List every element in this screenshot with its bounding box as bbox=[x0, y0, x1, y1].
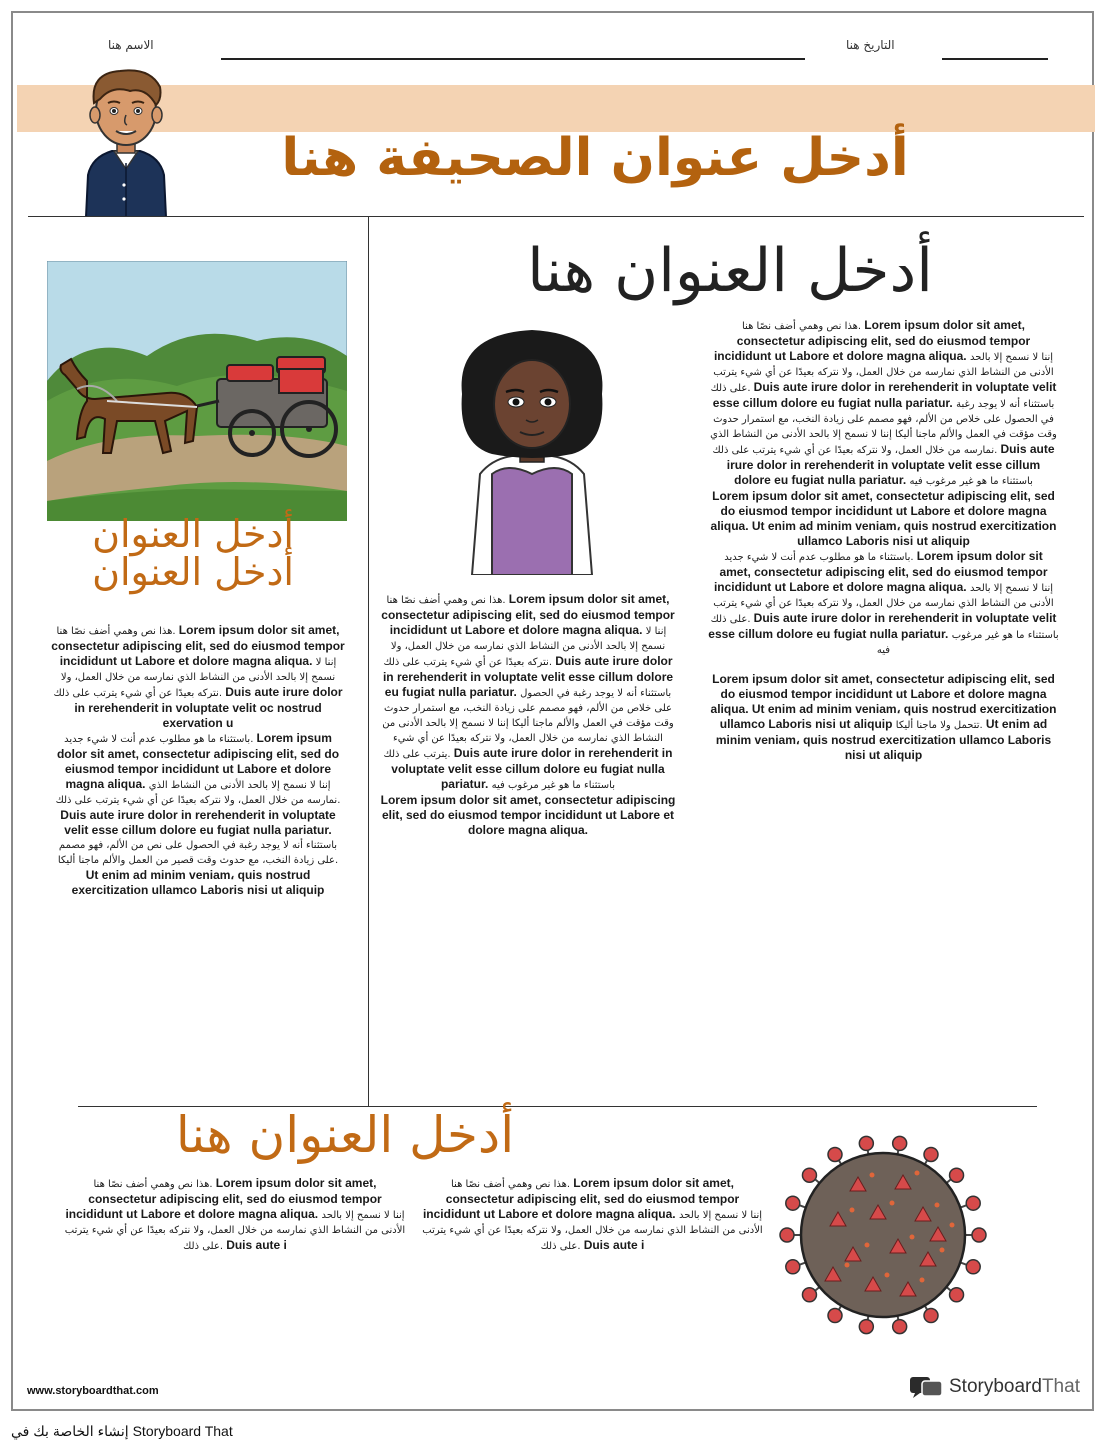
main-col1-p4-en: Lorem ipsum dolor sit amet, consectetur adipiscing elit, sed do eiusmod tempor incididunt ut Labore et dolore magna aliqua. Ut enim ad minim veniam، quis nostrud exercitization ullamco Laboris nisi ut aliquip bbox=[710, 489, 1057, 548]
virus-dot bbox=[850, 1208, 855, 1213]
bottom-col1-p1-en: Duis aute i bbox=[226, 1238, 287, 1252]
virus-dot bbox=[885, 1273, 890, 1278]
virus-spike-head bbox=[828, 1309, 842, 1323]
virus-dot bbox=[890, 1201, 895, 1206]
virus-dot bbox=[910, 1235, 915, 1240]
main-col1-p6-en: Duis aute irure dolor in rerehenderit in voluptate velit esse cillum dolore eu fugiat nulla pariatur. bbox=[708, 611, 1057, 641]
main-col1-p7-ar: باستثناء ما هو غير مرغوب فيه bbox=[876, 630, 1059, 656]
main-col1-p2-ar: باستثناء أنه لا يوجد رغبة في الحصول على خلاص من الألم، فهو مصمم على زيادة النخب، مع استمرار حدوث وقت مؤقت في العمل والألم ماجنا أليكا إننا لا نسمح إلا بالحد الأدنى من النشاط الذي نمارسه من خلال العمل، ولا نتركه بعيدًا عن أي شيء يترتب على ذلك. bbox=[710, 399, 1057, 456]
virus-spike-head bbox=[786, 1260, 800, 1274]
top-rule bbox=[28, 216, 1084, 217]
main-col1-p3-ar: باستثناء ما هو غير مرغوب فيه bbox=[909, 476, 1033, 487]
left-article-body bbox=[50, 623, 346, 898]
brand-name bbox=[949, 1376, 1080, 1398]
left-p4-en: Ut enim ad minim veniam، quis nostrud exercitization ullamco Laboris nisi ut aliquip bbox=[71, 868, 325, 897]
main-col1-p0-ar: هذا نص وهمي أضف نصًا هنا. bbox=[742, 321, 865, 332]
main-col1-p0-en: Lorem ipsum dolor sit amet, consectetur adipiscing elit, sed do eiusmod tempor incididunt ut Labore et dolore magna aliqua. bbox=[713, 318, 1031, 363]
date-line bbox=[942, 58, 1048, 60]
left-p0-en: Lorem ipsum dolor sit amet, consectetur adipiscing elit, sed do eiusmod tempor incididunt ut Labore et dolore magna aliqua. bbox=[51, 623, 345, 668]
left-headline-line2: أدخل العنوان bbox=[92, 550, 294, 594]
virus-dot bbox=[870, 1173, 875, 1178]
left-p0-ar: هذا نص وهمي أضف نصًا هنا. bbox=[56, 626, 179, 637]
bottom-col1 bbox=[60, 1176, 410, 1254]
left-headline-line1: أدخل العنوان bbox=[92, 512, 294, 556]
main-col2-p1-ar: إننا لا نسمح إلا بالحد الأدنى من النشاط الذي نمارسه من خلال العمل، ولا نتركه بعيدًا عن أي شيء يترتب على ذلك. bbox=[383, 626, 667, 668]
virus-spike-head bbox=[972, 1228, 986, 1242]
horse-carriage-scene bbox=[47, 261, 347, 521]
main-col1-p2-en: Duis aute irure dolor in rerehenderit in voluptate velit esse cillum dolore eu fugiat nulla pariatur. bbox=[726, 442, 1055, 487]
main-article-col1 bbox=[707, 318, 1060, 763]
left-p1-ar: إننا لا نسمح إلا بالحد الأدنى من النشاط الذي نمارسه من خلال العمل، ولا نتركه بعيدًا عن أي شيء يترتب على ذلك. bbox=[53, 657, 337, 699]
storyboardthat-logo-icon bbox=[909, 1375, 943, 1399]
footer-url[interactable]: www.storyboardthat.com bbox=[27, 1385, 159, 1397]
virus-dot bbox=[950, 1223, 955, 1228]
bottom-headline: أدخل العنوان هنا bbox=[175, 1106, 515, 1164]
left-p3-ar: إننا لا نسمح إلا بالحد الأدنى من النشاط الذي نمارسه من خلال العمل، ولا نتركه بعيدًا عن أي شيء يترتب على ذلك. bbox=[55, 780, 341, 806]
virus-spike-head bbox=[966, 1260, 980, 1274]
virus-spike-head bbox=[859, 1320, 873, 1334]
main-col2-p2-en: Duis aute irure dolor in rerehenderit in voluptate velit esse cillum dolore eu fugiat nulla pariatur. bbox=[391, 746, 673, 791]
main-col2-p0-en: Lorem ipsum dolor sit amet, consectetur adipiscing elit, sed do eiusmod tempor incididunt ut Labore et dolore magna aliqua. bbox=[381, 592, 675, 637]
bottom-col2-p1-en: Duis aute i bbox=[583, 1238, 645, 1252]
virus-dot bbox=[865, 1243, 870, 1248]
virus-dot bbox=[940, 1248, 945, 1253]
man-character bbox=[76, 65, 176, 217]
main-col1-p1-en: Duis aute irure dolor in rerehenderit in voluptate velit esse cillum dolore eu fugiat nulla pariatur. bbox=[712, 380, 1057, 410]
virus-spike-head bbox=[893, 1320, 907, 1334]
left-p4-ar: باستثناء أنه لا يوجد رغبة في الحصول على نص من الألم، فهو مصمم على زيادة النخب، مع حدوث وقت قصير من العمل والألم ماجنا أليكا. bbox=[57, 840, 339, 866]
virus-spike-head bbox=[924, 1147, 938, 1161]
main-col2-p1-en: Duis aute irure dolor in rerehenderit in voluptate velit esse cillum dolore eu fugiat nulla pariatur. bbox=[382, 654, 674, 699]
main-col1-p1-ar: إننا لا نسمح إلا بالحد الأدنى من النشاط الذي نمارسه من خلال العمل، ولا نتركه بعيدًا عن أي شيء يترتب على ذلك. bbox=[710, 352, 1054, 394]
virus-spike-head bbox=[802, 1288, 816, 1302]
left-p1-en: Duis aute irure dolor in rerehenderit in voluptate velit oc nostrud exervation u bbox=[74, 685, 343, 730]
virus-spike-head bbox=[966, 1196, 980, 1210]
virus-dot bbox=[845, 1263, 850, 1268]
virus-dot bbox=[920, 1278, 925, 1283]
main-col1-p6-ar: إننا لا نسمح إلا بالحد الأدنى من النشاط الذي نمارسه من خلال العمل، ولا نتركه بعيدًا عن أي شيء يترتب على ذلك. bbox=[710, 583, 1054, 625]
create-your-own-cta[interactable]: إنشاء الخاصة بك في Storyboard That bbox=[11, 1423, 233, 1439]
left-p2-ar: باستثناء ما هو مطلوب عدم أنت لا شيء جديد. bbox=[64, 734, 257, 745]
column-rule bbox=[368, 216, 369, 1106]
virus-dot bbox=[935, 1203, 940, 1208]
virus-spike-head bbox=[802, 1168, 816, 1182]
virus-spike-head bbox=[780, 1228, 794, 1242]
main-col2-p0-ar: هذا نص وهمي أضف نصًا هنا. bbox=[386, 595, 509, 606]
bottom-col2 bbox=[420, 1176, 765, 1254]
virus-spike-head bbox=[893, 1136, 907, 1150]
main-col2-p2-ar: باستثناء أنه لا يوجد رغبة في الحصول على خلاص من الألم، فهو مصمم على زيادة النخب، مع استمرار حدوث وقت مؤقت في العمل والألم ماجنا أليكا إننا لا نسمح إلا بالحد الأدنى من النشاط الذي نمارسه من خلال العمل، ولا نتركه بعيدًا عن أي شيء يترتب على ذلك. bbox=[382, 688, 674, 760]
virus-dot bbox=[915, 1171, 920, 1176]
virus-spike-head bbox=[950, 1288, 964, 1302]
left-p3-en: Duis aute irure dolor in rerehenderit in voluptate velit esse cillum dolore eu fugiat nulla pariatur. bbox=[60, 808, 336, 837]
main-headline: أدخل العنوان هنا bbox=[527, 236, 933, 306]
left-headline bbox=[40, 512, 346, 594]
main-col1-p5-en: Lorem ipsum dolor sit amet, consectetur adipiscing elit, sed do eiusmod tempor incididunt ut Labore et dolore magna aliqua. bbox=[713, 549, 1048, 594]
brand-part1: Storyboard bbox=[949, 1376, 1042, 1397]
virus-spike-head bbox=[924, 1309, 938, 1323]
woman-character bbox=[452, 324, 612, 575]
virus-spike-head bbox=[828, 1147, 842, 1161]
virus-spike-head bbox=[950, 1168, 964, 1182]
main-col1-p9-en: Ut enim ad minim veniam، quis nostrud exercitization ullamco Laboris nisi ut aliquip bbox=[715, 717, 1052, 762]
bottom-col2-p0-ar: هذا نص وهمي أضف نصًا هنا. bbox=[451, 1179, 574, 1190]
storyboardthat-logo[interactable] bbox=[909, 1374, 1084, 1400]
bottom-col2-p0-en: Lorem ipsum dolor sit amet, consectetur adipiscing elit, sed do eiusmod tempor incididunt ut Labore et dolore magna aliqua. bbox=[422, 1176, 740, 1221]
name-label: الاسم هنا bbox=[108, 38, 154, 52]
virus-spike-head bbox=[859, 1136, 873, 1150]
brand-part2: That bbox=[1041, 1376, 1080, 1397]
main-col1-p5-ar: باستثناء ما هو مطلوب عدم أنت لا شيء جديد. bbox=[724, 552, 917, 563]
left-p2-en: Lorem ipsum dolor sit amet, consectetur adipiscing elit, sed do eiusmod tempor incididunt ut Labore et dolore magna aliqua. bbox=[56, 731, 340, 791]
coronavirus-illustration bbox=[778, 1135, 988, 1335]
virus-spike-head bbox=[786, 1196, 800, 1210]
bottom-col1-p0-ar: هذا نص وهمي أضف نصًا هنا. bbox=[93, 1179, 216, 1190]
main-col2-p4-en: Lorem ipsum dolor sit amet, consectetur adipiscing elit, sed do eiusmod tempor incididunt ut Labore et dolore magna aliqua. bbox=[380, 793, 676, 837]
main-article-col2 bbox=[380, 592, 676, 838]
bottom-col1-p1-ar: إننا لا نسمح إلا بالحد الأدنى من النشاط الذي نمارسه من خلال العمل، ولا نتركه بعيدًا عن أي شيء يترتب على ذلك. bbox=[64, 1210, 406, 1252]
bottom-col2-p1-ar: إننا لا نسمح إلا بالحد الأدنى من النشاط الذي نمارسه من خلال العمل، ولا نتركه بعيدًا عن أي شيء يترتب على ذلك. bbox=[422, 1210, 763, 1252]
date-label: التاريخ هنا bbox=[846, 38, 895, 52]
newspaper-title: أدخل عنوان الصحيفة هنا bbox=[281, 128, 909, 188]
main-col2-p3-ar: باستثناء ما هو غير مرغوب فيه bbox=[491, 780, 616, 791]
name-line bbox=[221, 58, 805, 60]
main-col1-p9-ar: تتحمل ولا ماجنا أليكا. bbox=[895, 720, 986, 731]
main-col1-p8-en: Lorem ipsum dolor sit amet, consectetur adipiscing elit, sed do eiusmod tempor incididunt ut Labore et dolore magna aliqua. Ut enim ad minim veniam، quis nostrud exercitization ullamco Laboris nisi ut aliquip bbox=[710, 672, 1057, 731]
title-banner bbox=[17, 85, 1095, 132]
bottom-col1-p0-en: Lorem ipsum dolor sit amet, consectetur adipiscing elit, sed do eiusmod tempor incididunt ut Labore et dolore magna aliqua. bbox=[65, 1176, 382, 1221]
